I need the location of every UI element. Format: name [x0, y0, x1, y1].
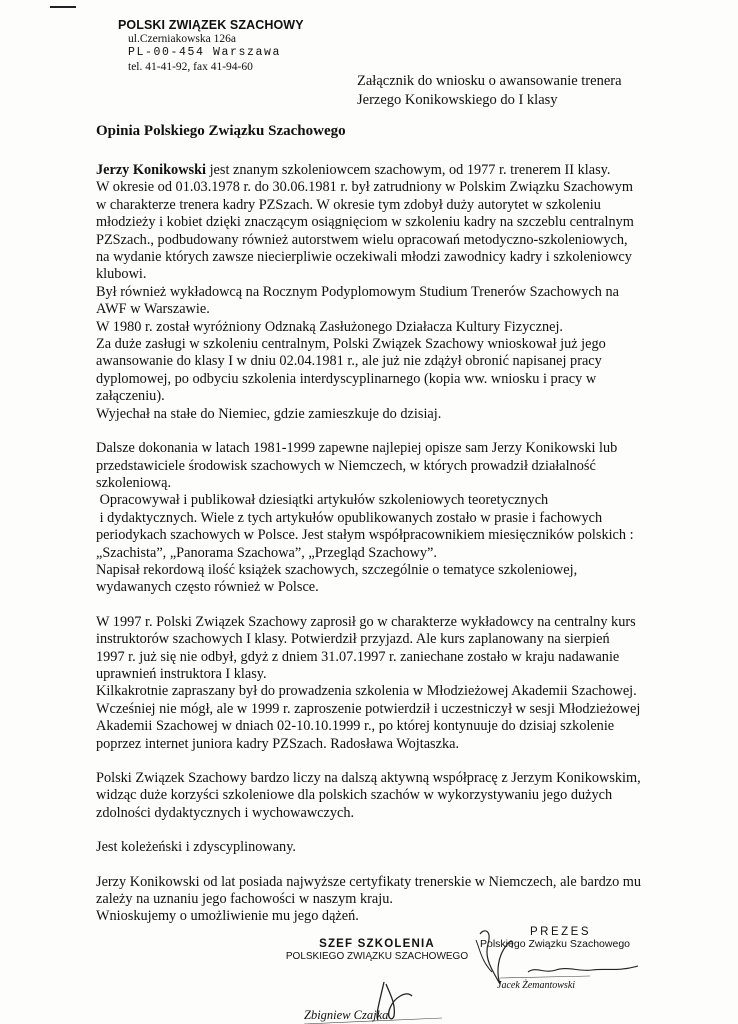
document-title: Opinia Polskiego Związku Szachowego [96, 123, 346, 139]
body-line: szkoleniową. [96, 474, 172, 491]
body-line: dyplomowej, po odbyciu szkolenia interdyscyplinarnego (kopia ww. wniosku i pracy w [96, 370, 597, 387]
body-line: W 1980 r. został wyróżniony Odznaką Zasłużonego Działacza Kultury Fizycznej. [96, 318, 564, 335]
letterhead-street: ul.Czerniakowska 126a [128, 33, 236, 45]
body-line: 1997 r. już się nie odbył, gdyż z dniem 31.07.1997 r. zaniechane zostało w kraju nadawanie [96, 648, 620, 665]
body-line: Opracowywał i publikował dziesiątki artykułów szkoleniowych teoretycznych [96, 492, 549, 509]
body-line: Polski Związek Szachowy bardzo liczy na dalszą aktywną współpracę z Jerzym Konikowskim, [96, 770, 641, 786]
paragraph-1 [96, 162, 686, 423]
body-line: Jerzy Konikowski od lat posiada najwyższe certyfikaty trenerskie w Niemczech, ale bardzo mu [96, 873, 642, 890]
body-line: Akademii Szachowej w dniach 02-10.10.1999 r., po której kontynuuje do dzisiaj szkolenie [96, 718, 615, 735]
paragraph-gap [96, 822, 686, 839]
body-line: Jest koleżeński i zdyscyplinowany. [96, 839, 296, 856]
body-line: Wcześniej nie mógł, ale w 1999 r. zaproszenie potwierdził i uczestniczył w sesji Młodzieżowej [96, 700, 641, 717]
body-line: Za duże zasługi w szkoleniu centralnym, Polski Związek Szachowy wnioskował już jego [96, 336, 606, 353]
letterhead-city: PL-00-454 Warszawa [128, 46, 282, 59]
body-line: poprzez internet juniora kadry PZSzach. Radosława Wojtaszka. [96, 735, 460, 752]
body-line: uprawnień instruktora I klasy. [96, 665, 267, 682]
subject-name: Jerzy Konikowski [96, 162, 207, 178]
paragraph-3 [96, 614, 686, 753]
body-line: i dydaktycznych. Wiele z tych artykułów opublikowanych zostało w prasie i fachowych [96, 509, 603, 526]
paragraph-gap [96, 597, 686, 614]
attachment-line-2: Jerzego Konikowskiego do I klasy [357, 92, 558, 108]
body-line: Był również wykładowcą na Rocznym Podyplomowym Studium Trenerów Szachowych na [96, 283, 619, 300]
body-line: widząc duże korzyści szkoleniowe dla polskich szachów w wykorzystywaniu jego dużych [96, 787, 613, 804]
paragraph-gap [96, 857, 686, 874]
body-line: na wydanie których zawsze niecierpliwie oczekiwali młodzi zawodnicy kadry i szkoleniowcy [96, 249, 632, 266]
attachment-note [357, 72, 622, 110]
body-line: periodykach szachowych w Polsce. Jest stałym współpracownikiem miesięczników polskich : [96, 527, 634, 544]
body-line: klubowi. [96, 266, 147, 283]
signature-block-training-head [282, 938, 472, 1022]
body-line: AWF w Warszawie. [96, 301, 210, 318]
body-line: w charakterze trenera kadry PZSzach. W okresie tym zdobył duży autorytet w szkoleniu [96, 196, 601, 213]
signature-block-president [470, 926, 670, 991]
letterhead-org: POLSKI ZWIĄZEK SZACHOWY [118, 18, 304, 32]
paragraph-2 [96, 440, 686, 597]
body-line-text: jest znanym szkoleniowcem szachowym, od 1977 r. trenerem II klasy. [206, 162, 611, 178]
body-line: W 1997 r. Polski Związek Szachowy zaprosił go w charakterze wykładowcy na centralny kurs [96, 613, 636, 630]
body-line: zdolności dydaktycznych i wychowawczych. [96, 804, 355, 821]
body-line: załączeniu). [96, 388, 165, 405]
paragraph-6 [96, 874, 686, 926]
signatory-name-left: Zbigniew Czajka [304, 1008, 389, 1022]
signatory-org-left: POLSKIEGO ZWIĄZKU SZACHOWEGO [285, 951, 469, 962]
body-line: Wyjechał na stałe do Niemiec, gdzie zamieszkuje do dzisiaj. [96, 405, 442, 422]
signatory-org-right: Polskiego Związku Szachowego [480, 938, 630, 950]
signatory-role-left: SZEF SZKOLENIA [319, 938, 435, 950]
attachment-line-1: Załącznik do wniosku o awansowanie trenera [357, 73, 622, 89]
paragraph-gap [96, 753, 686, 770]
paragraph-4 [96, 770, 686, 822]
signatory-name-right: Jacek Żemantowski [497, 980, 576, 991]
body-line: W okresie od 01.03.1978 r. do 30.06.1981 r. był zatrudniony w Polskim Związku Szachowym [96, 179, 633, 196]
body-line: Napisał rekordową ilość książek szachowych, szczególnie o tematyce szkoleniowej, [96, 561, 578, 578]
body-line: przedstawiciele środowisk szachowych w Niemczech, w których prowadził działalność [96, 457, 596, 474]
body-line: awansowanie do klasy I w dniu 02.04.1981 r., ale już nie zdążył obronić napisanej pracy [96, 353, 602, 370]
signatory-role-right: PREZES [530, 926, 592, 938]
paragraph-5 [96, 839, 686, 856]
body-line: PZSzach., podbudowany również autorstwem wielu opracowań metodyczno-szkoleniowych, [96, 231, 628, 248]
paragraph-gap [96, 423, 686, 440]
body-line [96, 162, 686, 179]
letter-body [96, 162, 686, 926]
letterhead [118, 18, 308, 74]
body-line: „Szachista”, „Panorama Szachowa”, „Przegląd Szachowy”. [96, 544, 437, 561]
letterhead-phone: tel. 41-41-92, fax 41-94-60 [128, 61, 253, 73]
body-line: Kilkakrotnie zapraszany był do prowadzenia szkolenia w Młodzieżowej Akademii Szachowej. [96, 683, 637, 700]
body-line: Dalsze dokonania w latach 1981-1999 zapewne najlepiej opisze sam Jerzy Konikowski lub [96, 440, 618, 457]
body-line: młodzieży i kobiet dzięki znaczącym osiągnięciom w szkoleniu kadry na szczeblu centralnym [96, 214, 634, 231]
scan-mark [50, 6, 76, 8]
body-line: zależy na uznaniu jego fachowości w naszym kraju. [96, 891, 393, 908]
body-line: wydawanych często również w Polsce. [96, 579, 319, 596]
body-line: Wnioskujemy o umożliwienie mu jego dążeń. [96, 908, 359, 925]
body-line: instruktorów szachowych I klasy. Potwierdził przyjazd. Ale kurs zaplanowany na sierpień [96, 631, 610, 648]
